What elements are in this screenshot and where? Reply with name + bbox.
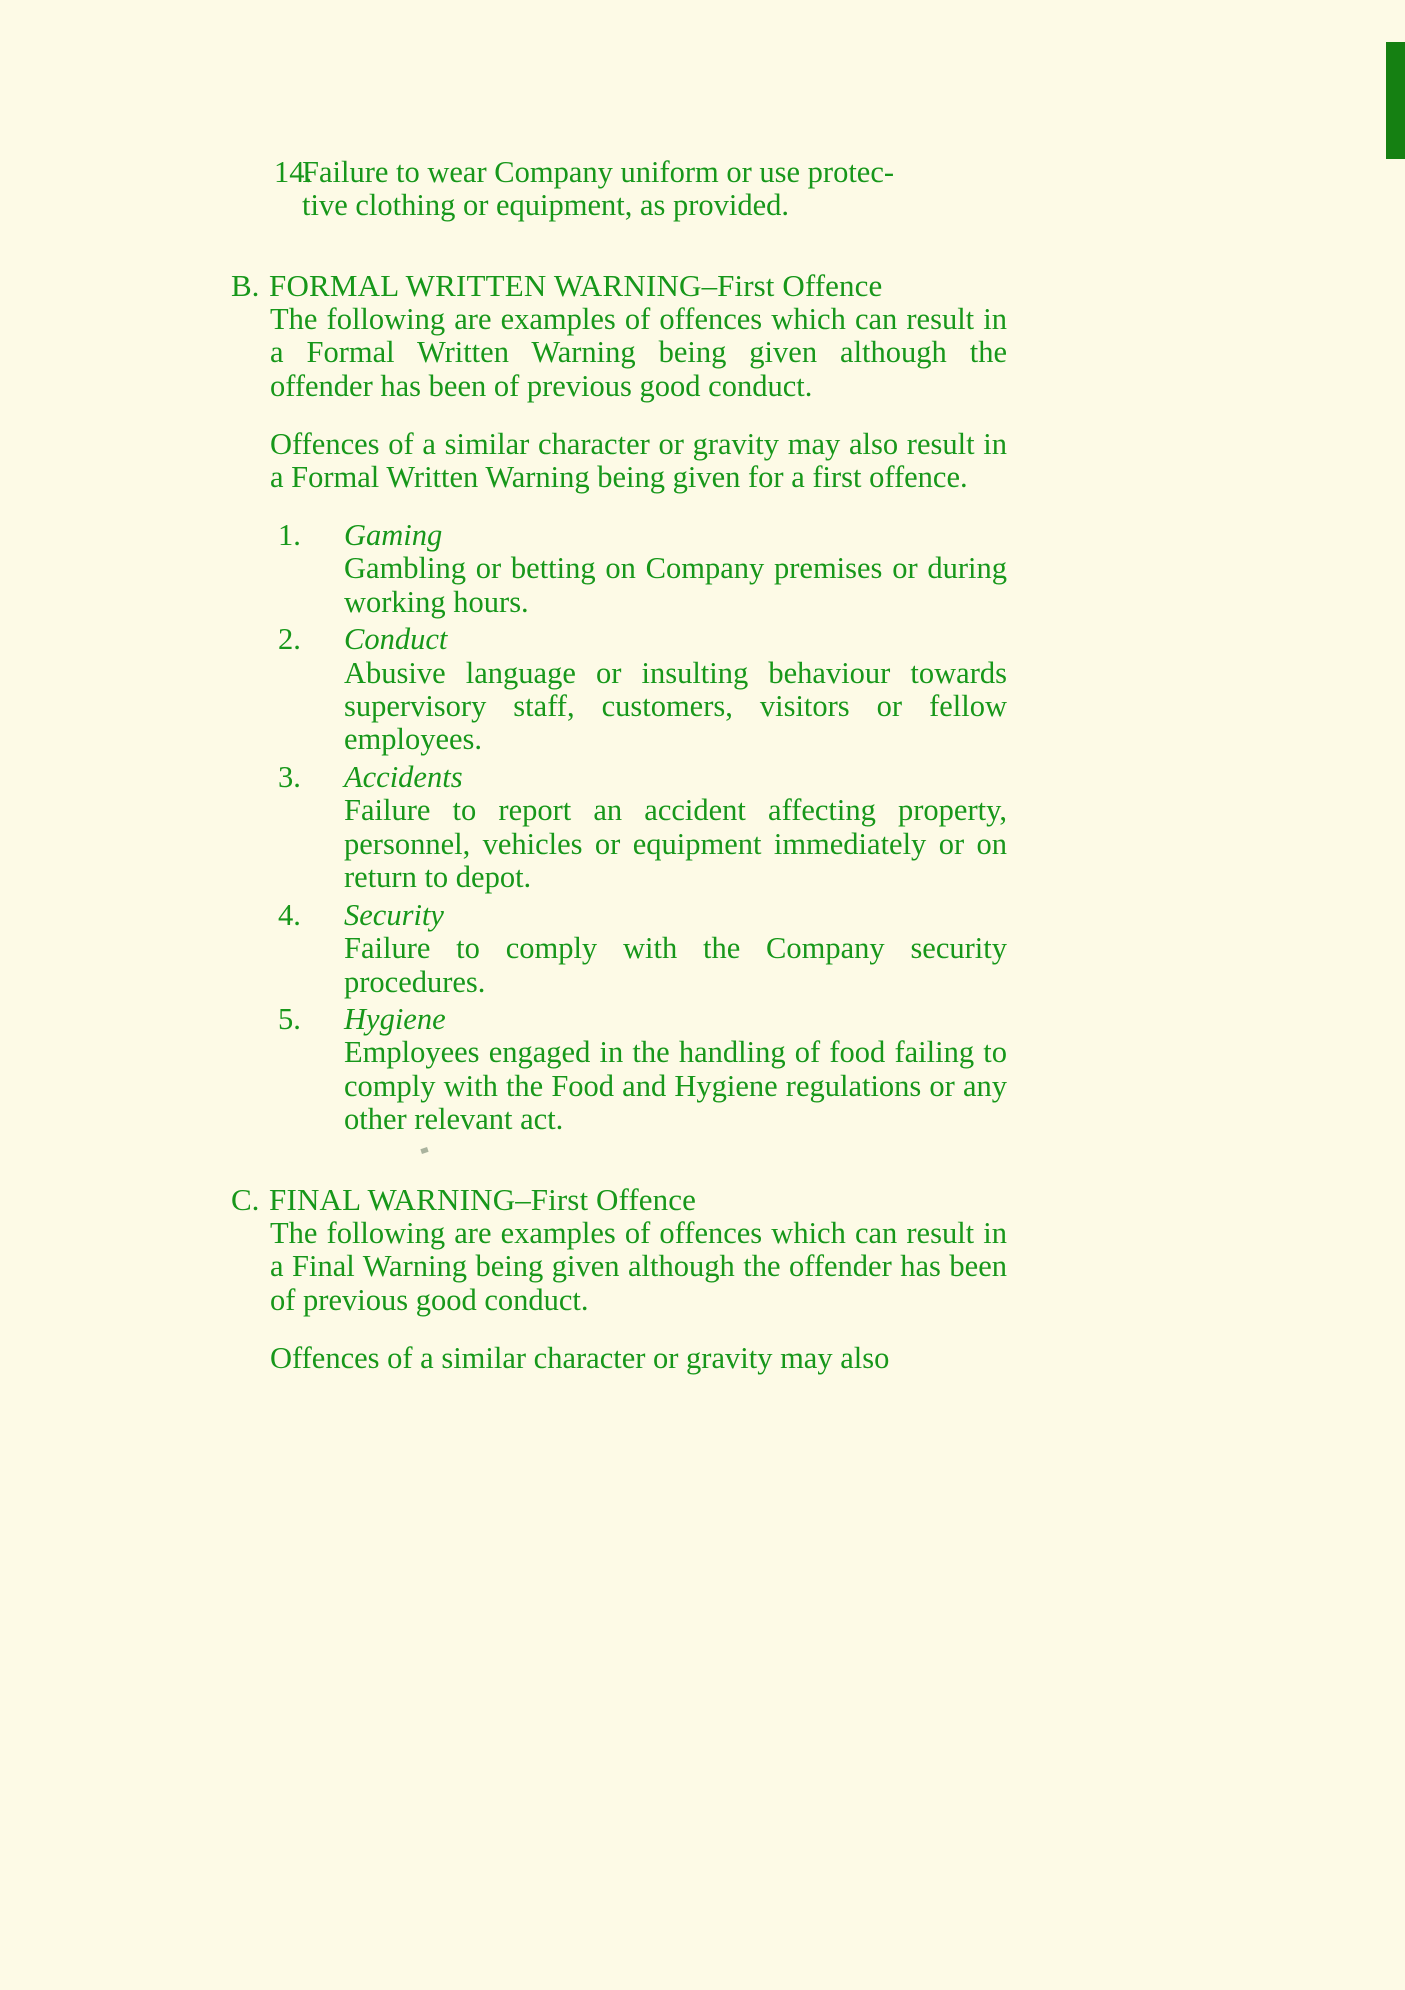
list-item-title: Hygiene [344, 1001, 446, 1036]
list-item-text: Gambling or betting on Company premises or during working hours. [344, 551, 1007, 619]
list-item-body [344, 899, 1007, 999]
section-letter: B. [231, 267, 260, 303]
list-item-number: 4. [278, 897, 301, 932]
section-b-intro [270, 303, 1007, 495]
list-item-title: Conduct [344, 622, 448, 657]
section-b-heading [231, 269, 1007, 303]
list-item-number: 2. [278, 622, 301, 657]
section-title: FORMAL WRITTEN WARNING [269, 267, 702, 303]
section-c-intro [270, 1217, 1007, 1376]
list-item-title: Security [344, 897, 444, 932]
section-title-dash: – [701, 267, 718, 303]
list-item-title: Gaming [344, 517, 443, 552]
list-item-number: 5. [278, 1001, 301, 1036]
list-item-number: 3. [278, 759, 301, 794]
paragraph: The following are examples of offences which can result in a Formal Written Warning being given although the offender has been of previous good conduct. [270, 301, 1007, 403]
list-item [270, 623, 1007, 757]
section-c [232, 1183, 1007, 1376]
section-letter: C. [231, 1181, 260, 1217]
list-item-body [344, 519, 1007, 619]
section-b-list [270, 519, 1007, 1137]
page-edge-marker [1386, 42, 1405, 159]
list-item-number: 14. [274, 155, 313, 189]
list-item-body [344, 761, 1007, 895]
section-subtitle: First Offence [530, 1181, 696, 1217]
paragraph: Offences of a similar character or gravity may also [270, 1340, 890, 1375]
paragraph: The following are examples of offences which can result in a Final Warning being given although the offender has been of previous good conduct. [270, 1215, 1007, 1317]
list-item [270, 899, 1007, 999]
section-title-dash: – [515, 1181, 531, 1217]
list-item-title: Accidents [344, 759, 463, 794]
section-title: FINAL WARNING [269, 1181, 516, 1217]
paragraph: Offences of a similar character or gravity may also result in a Formal Written Warning being given for a first offence. [270, 427, 1007, 495]
list-item-body [344, 623, 1007, 757]
list-item-line: Failure to wear Company uniform or use protec- [302, 155, 895, 189]
list-item-line: tive clothing or equipment, as provided. [302, 188, 790, 223]
document-body [232, 156, 1007, 1375]
section-c-heading [231, 1183, 1007, 1217]
list-item-text: Employees engaged in the handling of food failing to comply with the Food and Hygiene regulations or any other relevant act. [344, 1035, 1007, 1137]
list-item [270, 519, 1007, 619]
list-item [270, 761, 1007, 895]
list-item [232, 156, 1007, 223]
list-item-text: Failure to comply with the Company security procedures. [344, 931, 1007, 999]
list-item-body [344, 1003, 1007, 1137]
list-item [270, 1003, 1007, 1137]
section-b [232, 269, 1007, 1137]
list-item-text: Abusive language or insulting behaviour towards supervisory staff, customers, visitors or fellow employees. [344, 655, 1007, 757]
list-item-text [302, 156, 1007, 223]
section-subtitle: First Offence [717, 267, 883, 303]
list-item-text: Failure to report an accident affecting property, personnel, vehicles or equipment immediately or on return to depot. [344, 793, 1007, 895]
list-item-number: 1. [278, 517, 301, 552]
